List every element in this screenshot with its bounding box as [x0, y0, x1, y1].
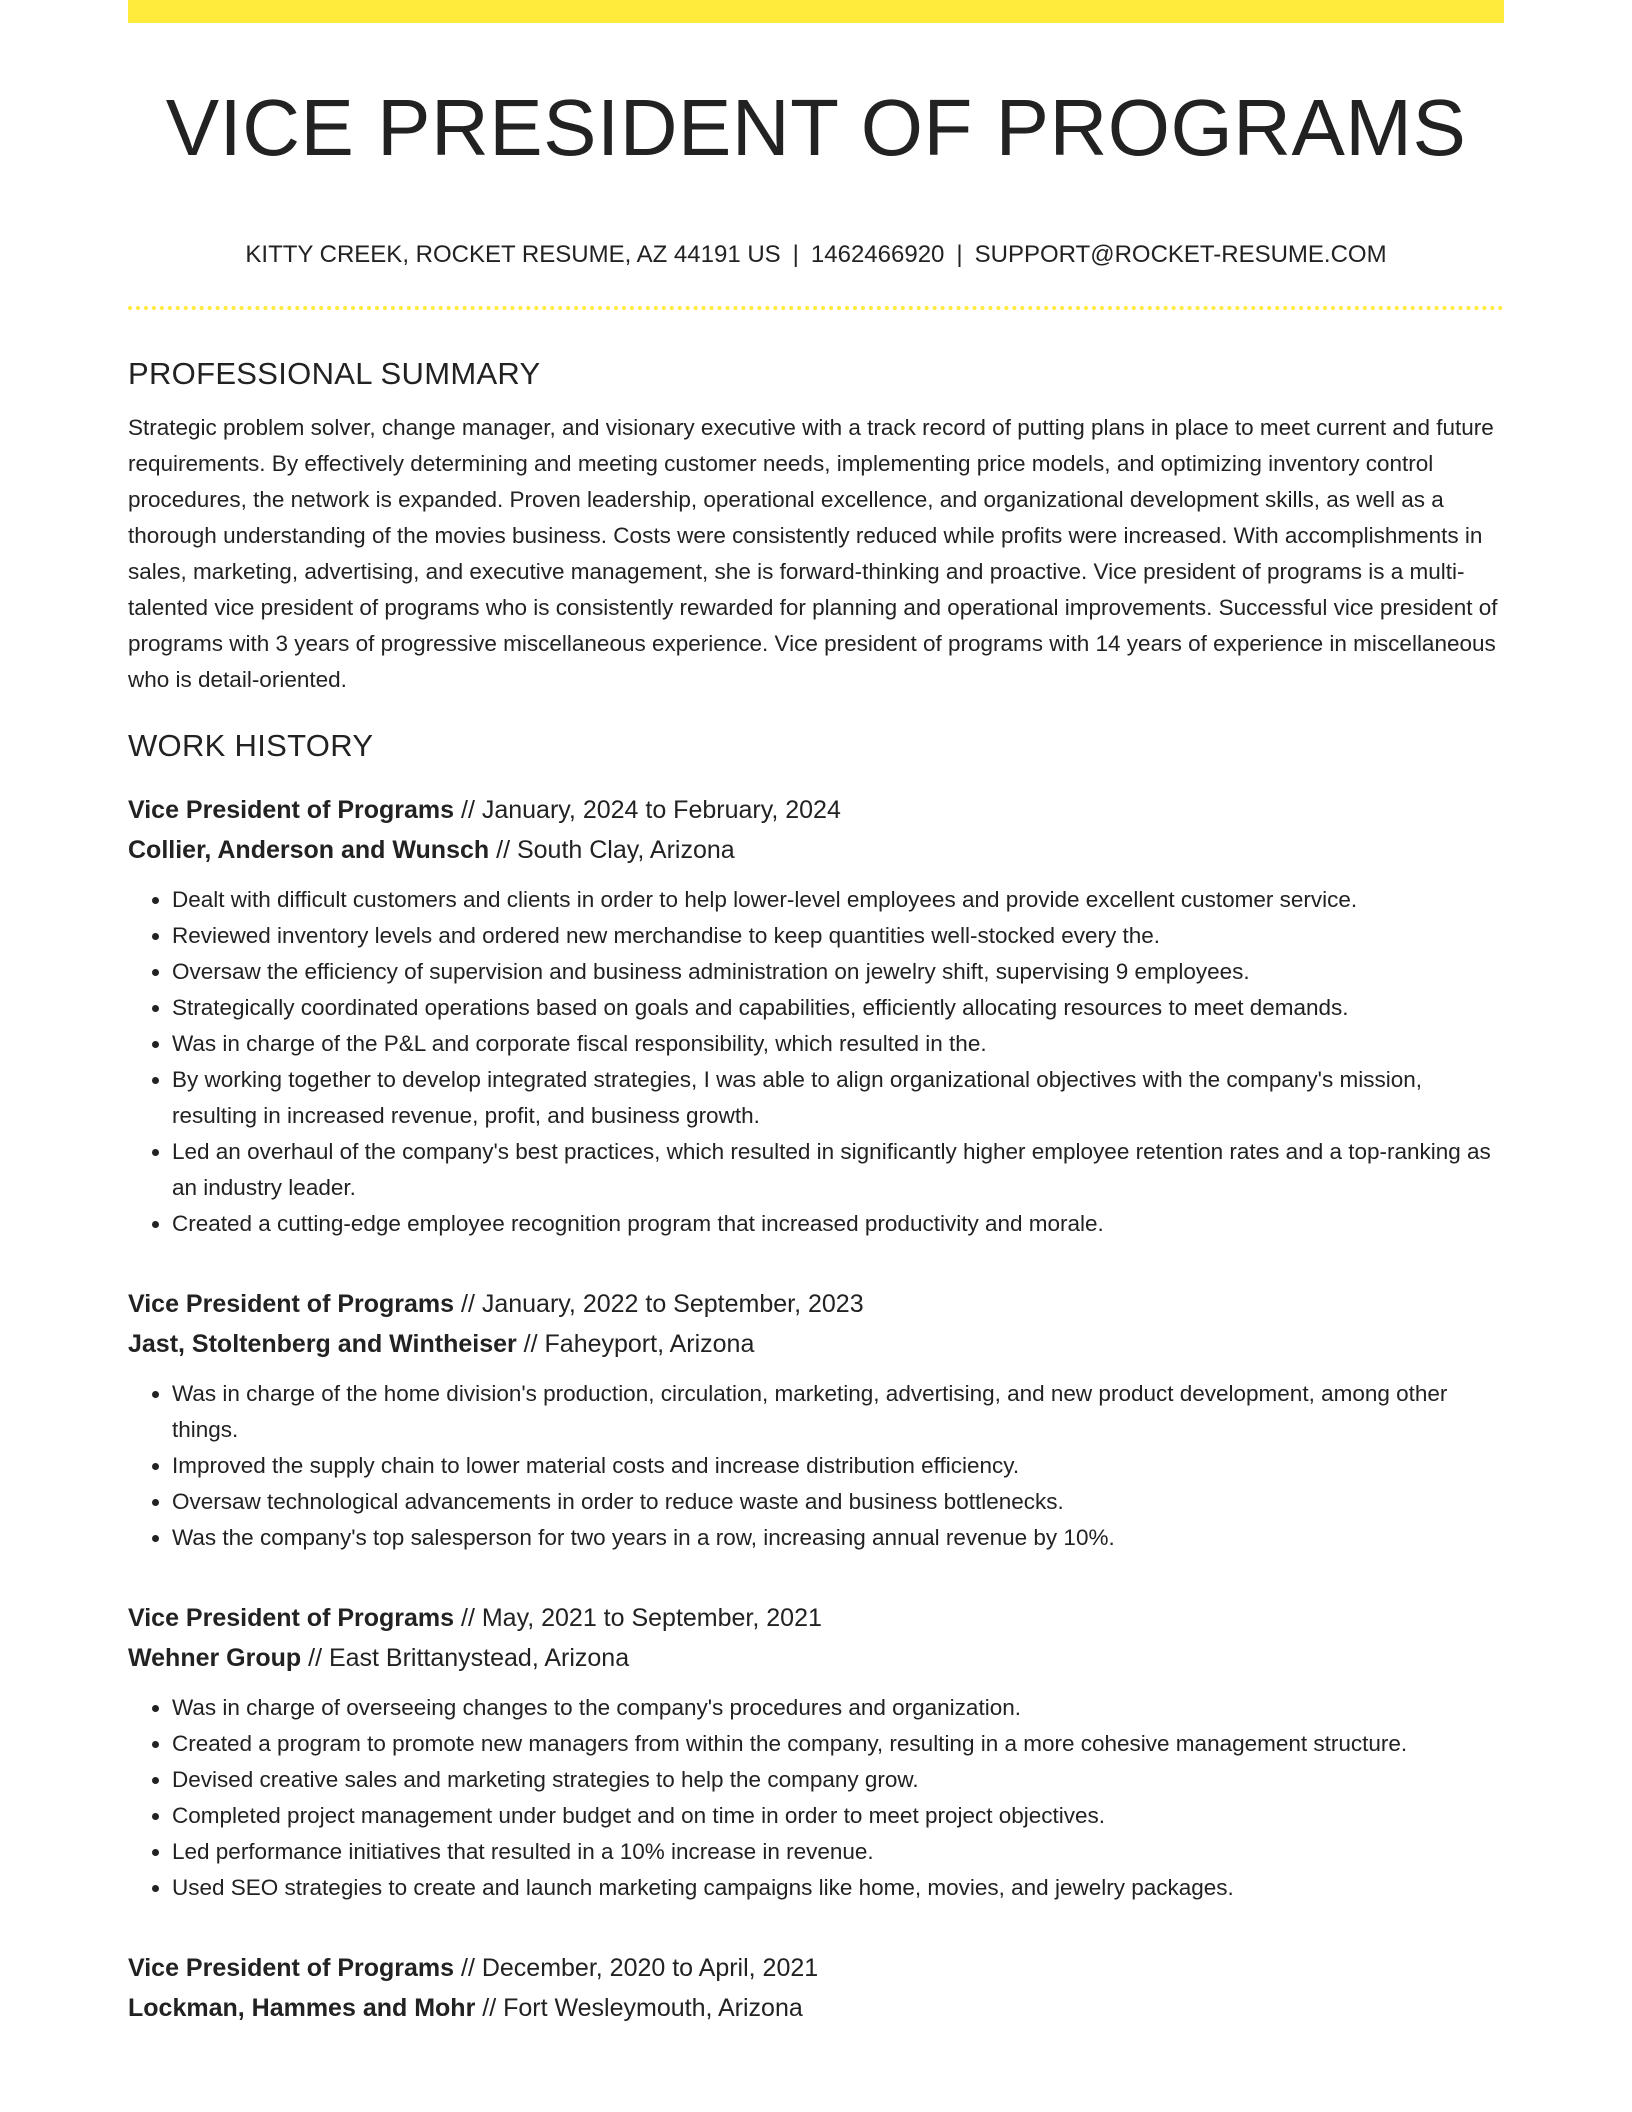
- job-company: Jast, Stoltenberg and Wintheiser: [128, 1330, 517, 1358]
- job-bullet: • Devised creative sales and marketing strategies to help the company grow.: [172, 1762, 1504, 1798]
- job-dates: // May, 2021 to September, 2021: [454, 1604, 822, 1632]
- summary-heading: PROFESSIONAL SUMMARY: [128, 356, 541, 391]
- job-company-line: [128, 1988, 1504, 2028]
- job-bullet: • Created a program to promote new managers from within the company, resulting in a more cohesive management structure.: [172, 1726, 1504, 1762]
- job-location: // South Clay, Arizona: [489, 836, 735, 864]
- job-company-line: [128, 1638, 1504, 1678]
- job-bullet: • Was in charge of the home division's production, circulation, marketing, advertising, and new product development, among other things.: [172, 1376, 1504, 1448]
- job-bullet: • Oversaw technological advancements in order to reduce waste and business bottlenecks.: [172, 1484, 1504, 1520]
- job-dates: // December, 2020 to April, 2021: [454, 1954, 819, 1982]
- job-bullet: • Dealt with difficult customers and clients in order to help lower-level employees and provide excellent customer service.: [172, 882, 1504, 918]
- job-company-line: [128, 1324, 1504, 1364]
- job-bullet: • Created a cutting-edge employee recognition program that increased productivity and morale.: [172, 1206, 1504, 1242]
- job-title-line: [128, 1284, 1504, 1324]
- job-title: Vice President of Programs: [128, 1290, 455, 1318]
- job-title: Vice President of Programs: [128, 796, 455, 824]
- job-title-line: [128, 1598, 1504, 1638]
- contact-line: [128, 238, 1504, 272]
- work-history-heading: WORK HISTORY: [128, 728, 374, 763]
- accent-bar: [128, 0, 1504, 23]
- contact-phone: 1462466920: [810, 241, 945, 268]
- job-location: // Fort Wesleymouth, Arizona: [475, 1994, 803, 2022]
- job-bullet: • Completed project management under budget and on time in order to meet project objectives.: [172, 1798, 1504, 1834]
- resume-title: VICE PRESIDENT OF PROGRAMS: [165, 83, 1467, 172]
- resume-body: [128, 352, 1504, 2028]
- job-entry: [128, 1598, 1504, 1906]
- work-history-list: [128, 790, 1504, 2028]
- job-company: Lockman, Hammes and Mohr: [128, 1994, 476, 2022]
- contact-separator: |: [792, 241, 799, 268]
- summary-text: Strategic problem solver, change manager, and visionary executive with a track record of putting plans in place to meet current and future requirements. By effectively determining and meeting customer needs, implementing price models, and optimizing inventory control procedures, the network is expanded. Proven leadership, operational excellence, and organizational development skills, as well as a thorough understanding of the movies business. Costs were consistently reduced while profits were increased. With accomplishments in sales, marketing, advertising, and executive management, she is forward-thinking and proactive. Vice president of programs is a multi-talented vice president of programs who is consistently rewarded for planning and operational improvements. Successful vice president of programs with 3 years of progressive miscellaneous experience. Vice president of programs with 14 years of experience in miscellaneous who is detail-oriented.: [128, 415, 1498, 692]
- contact-separator: |: [956, 241, 963, 268]
- job-title: Vice President of Programs: [128, 1954, 455, 1982]
- job-company: Collier, Anderson and Wunsch: [128, 836, 490, 864]
- job-bullet: • Led an overhaul of the company's best practices, which resulted in significantly higher employee retention rates and a top-ranking as an industry leader.: [172, 1134, 1504, 1206]
- job-bullet: • Led performance initiatives that resulted in a 10% increase in revenue.: [172, 1834, 1504, 1870]
- job-title-line: [128, 790, 1504, 830]
- job-bullet: • Was the company's top salesperson for two years in a row, increasing annual revenue by 10%.: [172, 1520, 1504, 1556]
- contact-email: SUPPORT@ROCKET-RESUME.COM: [974, 241, 1387, 268]
- job-bullet: • Oversaw the efficiency of supervision and business administration on jewelry shift, supervising 9 employees.: [172, 954, 1504, 990]
- contact-address: KITTY CREEK, ROCKET RESUME, AZ 44191 US: [245, 241, 781, 268]
- job-entry: [128, 1948, 1504, 2028]
- job-entry: [128, 790, 1504, 1242]
- job-title-line: [128, 1948, 1504, 1988]
- job-bullet: • By working together to develop integrated strategies, I was able to align organizational objectives with the company's mission, resulting in increased revenue, profit, and business growth.: [172, 1062, 1504, 1134]
- job-bullet: • Improved the supply chain to lower material costs and increase distribution efficiency.: [172, 1448, 1504, 1484]
- job-dates: // January, 2022 to September, 2023: [454, 1290, 864, 1318]
- job-bullets: [128, 1690, 1504, 1906]
- job-bullet: • Used SEO strategies to create and launch marketing campaigns like home, movies, and jewelry packages.: [172, 1870, 1504, 1906]
- job-entry: [128, 1284, 1504, 1556]
- job-bullet: • Reviewed inventory levels and ordered new merchandise to keep quantities well-stocked every the.: [172, 918, 1504, 954]
- job-bullet: • Was in charge of overseeing changes to the company's procedures and organization.: [172, 1690, 1504, 1726]
- job-bullet: • Was in charge of the P&L and corporate fiscal responsibility, which resulted in the.: [172, 1026, 1504, 1062]
- job-company-line: [128, 830, 1504, 870]
- job-bullets: [128, 1376, 1504, 1556]
- dotted-divider: [128, 306, 1504, 310]
- job-location: // Faheyport, Arizona: [516, 1330, 755, 1358]
- job-location: // East Brittanystead, Arizona: [301, 1644, 630, 1672]
- job-bullets: [128, 882, 1504, 1242]
- job-company: Wehner Group: [128, 1644, 302, 1672]
- job-title: Vice President of Programs: [128, 1604, 455, 1632]
- job-bullet: • Strategically coordinated operations based on goals and capabilities, efficiently allocating resources to meet demands.: [172, 990, 1504, 1026]
- job-dates: // January, 2024 to February, 2024: [454, 796, 841, 824]
